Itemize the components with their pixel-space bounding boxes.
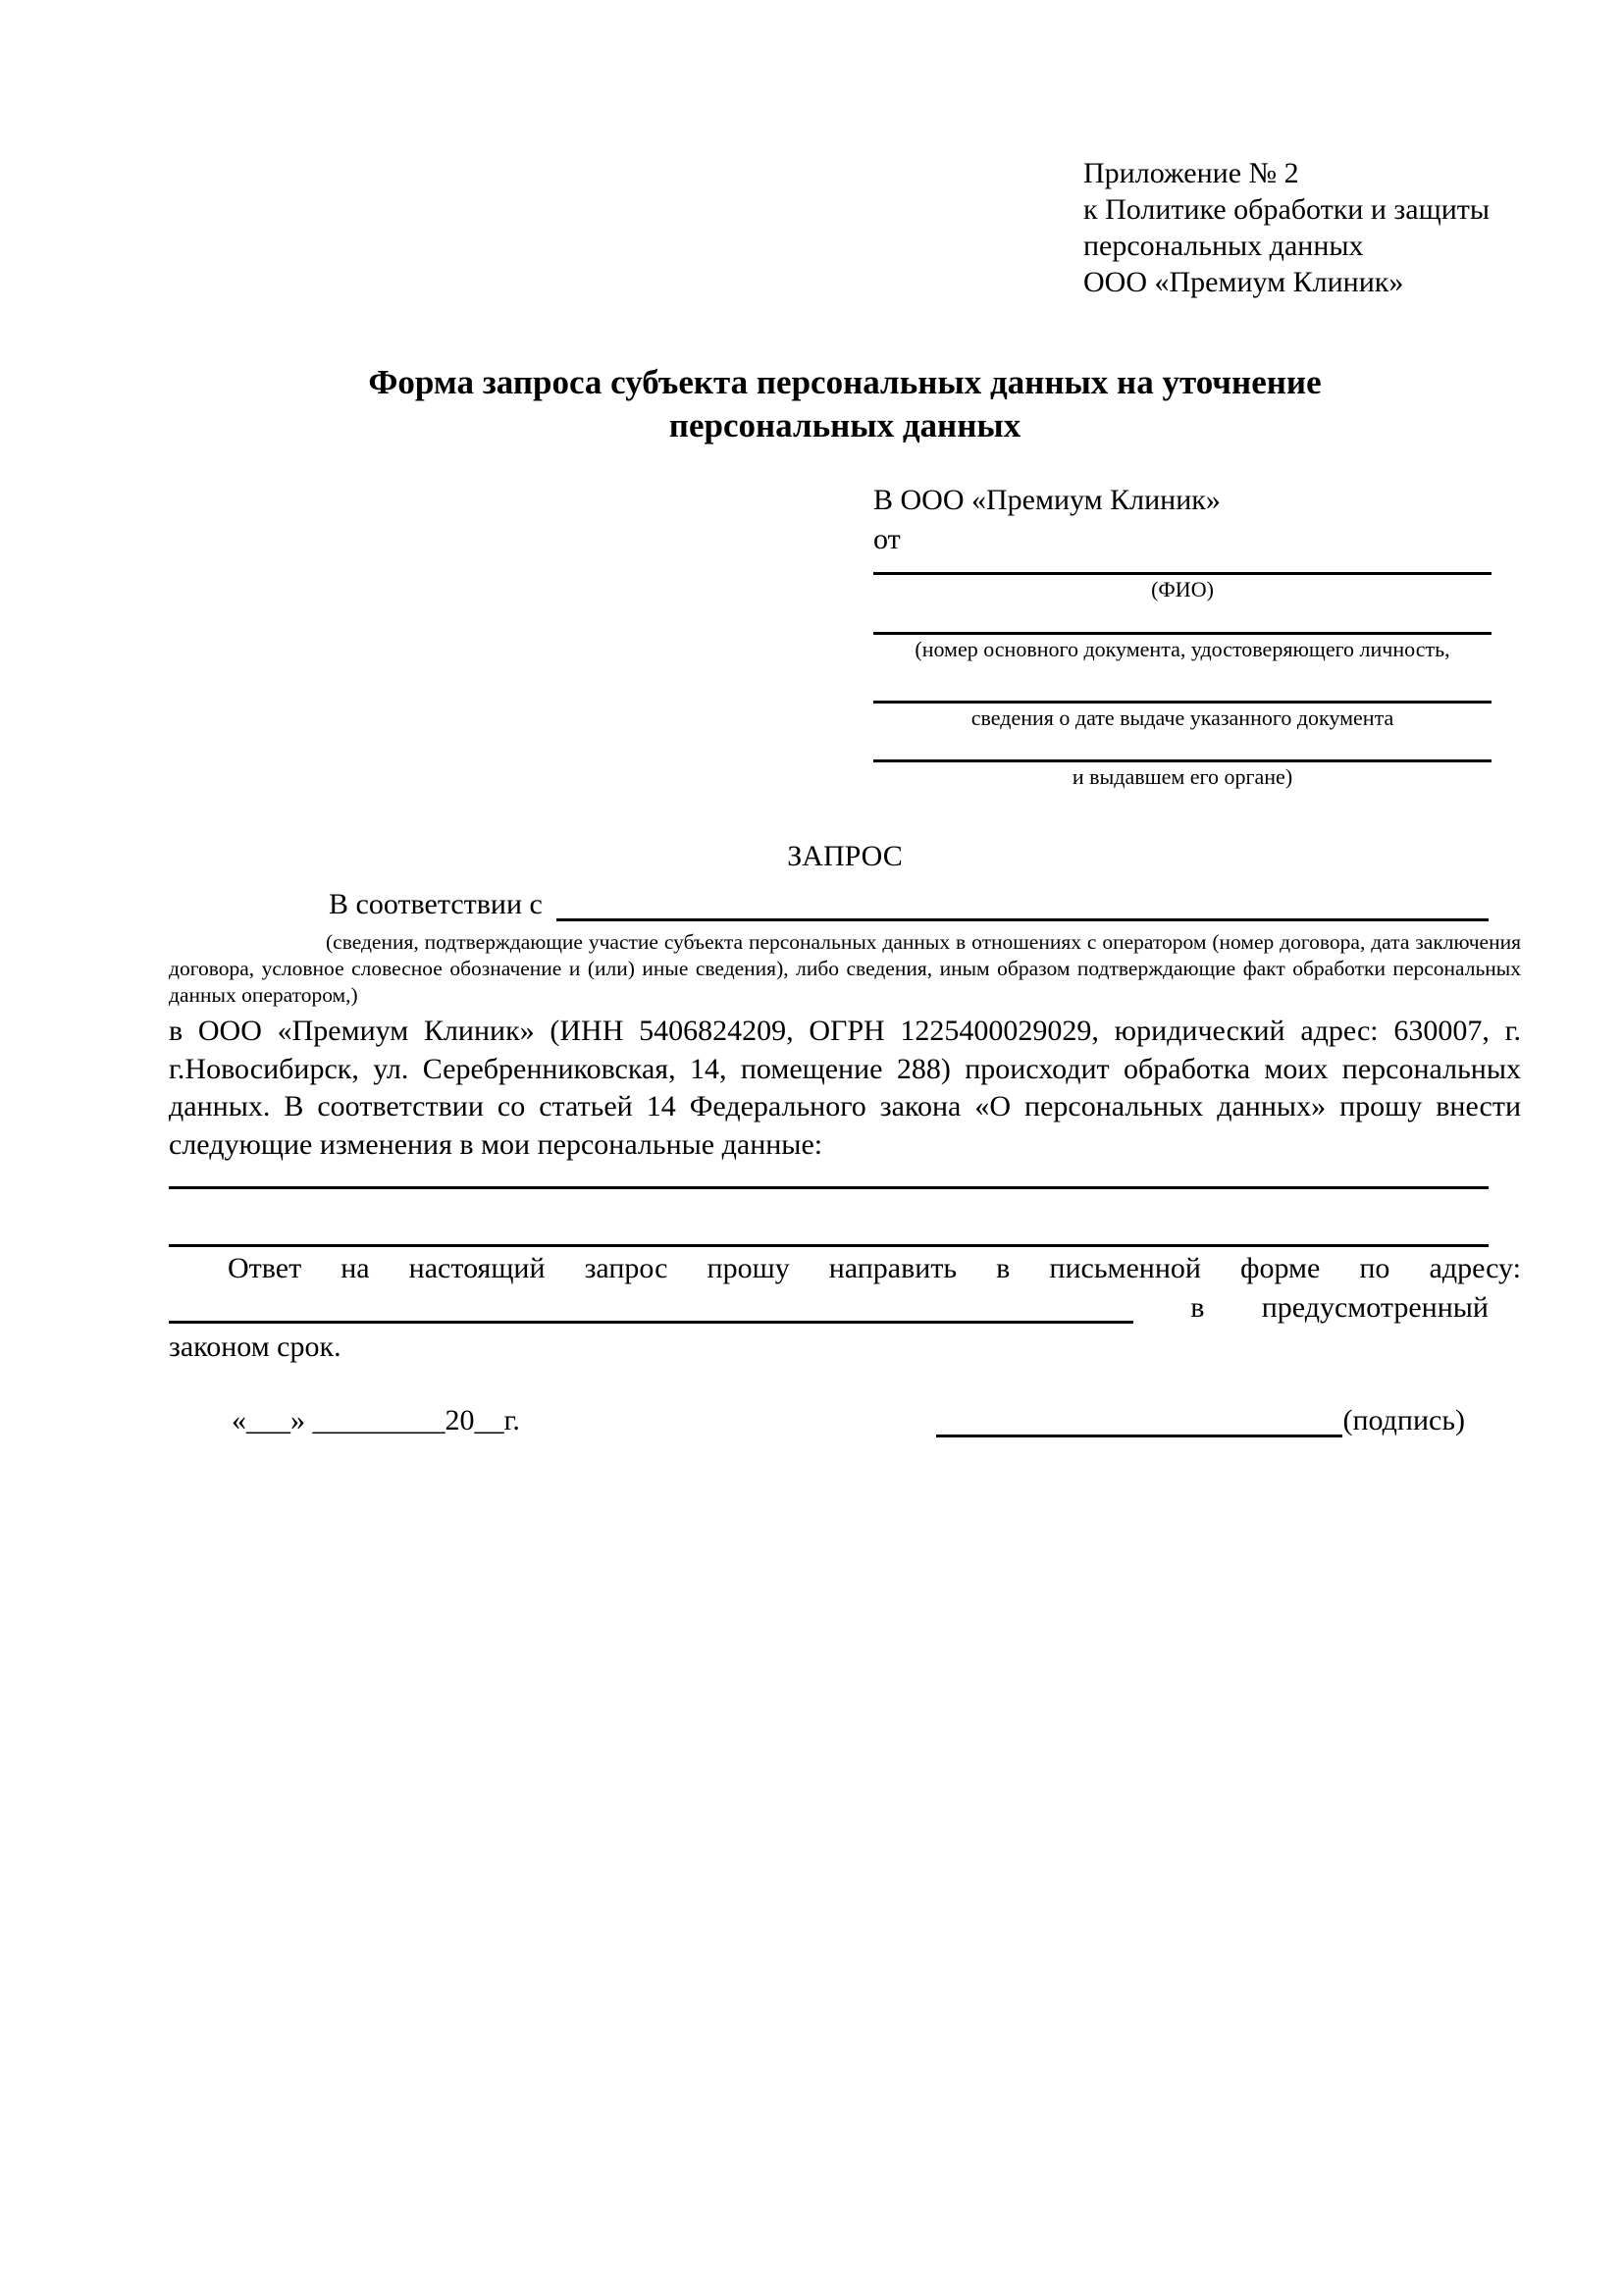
addressee-block [873, 481, 1492, 792]
request-heading: ЗАПРОС [787, 840, 903, 872]
appendix-note [1083, 155, 1521, 300]
changes-fill-line-1 [169, 1186, 1489, 1189]
signature-cell [936, 1401, 1465, 1440]
appendix-note-line-4: ООО «Премиум Клиник» [1083, 266, 1404, 298]
signature-fill-line [936, 1408, 1342, 1437]
document-caption-3: и выдавшем его органе) [1072, 764, 1293, 789]
date-placeholder: «___» _________20__г. [232, 1404, 520, 1436]
document-issue-date-fill-line [873, 664, 1492, 704]
response-word-prescribed: предусмотренный [1261, 1291, 1489, 1324]
document-issuer-fill-line [873, 733, 1492, 762]
fio-fill-line [873, 559, 1492, 575]
fine-print-note: (сведения, подтверждающие участие субъекта персональных данных в отношениях с оператором (номер договора, дата заключения договора, условное словесное обозначение и (или) иные сведения), либо сведения, иным образом подтверждающие факт обработки персональных данных оператором,) [169, 930, 1521, 1007]
signature-row [169, 1401, 1521, 1440]
document-title-line-1: Форма запроса субъекта персональных данных на уточнение [368, 363, 1322, 401]
request-body-paragraph: в ООО «Премиум Клиник» (ИНН 5406824209, ОГРН 1225400029029, юридический адрес: 630007, г. г.Новосибирск, ул. Серебренниковская, 14, помещение 288) происходит обработка моих персональных данных. В соответствии со статьей 14 Федерального закона «О персональных данных» прошу внести следующие изменения в мои персональные данные: [169, 1015, 1521, 1161]
accordance-row [169, 884, 1489, 925]
document-caption-2: сведения о дате выдаче указанного документа [970, 705, 1394, 730]
response-sentence: Ответ на настоящий запрос прошу направить в письменной форме по адресу: [228, 1252, 1521, 1284]
addressee-from-label: от [873, 523, 901, 555]
address-fill-line [169, 1294, 1133, 1324]
document-number-fill-line [873, 604, 1492, 635]
document-title [169, 361, 1521, 447]
accordance-prefix: В соответствии с [329, 888, 543, 920]
appendix-note-line-3: персональных данных [1083, 230, 1364, 262]
fio-caption: (ФИО) [1151, 577, 1214, 601]
appendix-note-line-1: Приложение № 2 [1083, 157, 1299, 189]
response-address-row [169, 1288, 1489, 1328]
response-word-in: в [1190, 1291, 1205, 1324]
response-closing: законом срок. [169, 1331, 341, 1363]
signature-caption: (подпись) [1342, 1404, 1465, 1436]
appendix-note-line-2: к Политике обработки и защиты [1083, 193, 1491, 226]
addressee-organization: В ООО «Премиум Клиник» [873, 484, 1221, 516]
document-title-line-2: персональных данных [668, 406, 1021, 444]
document-caption-1: (номер основного документа, удостоверяющего личность, [915, 637, 1450, 661]
accordance-fill-line [556, 892, 1489, 921]
changes-fill-line-2 [169, 1244, 1489, 1247]
